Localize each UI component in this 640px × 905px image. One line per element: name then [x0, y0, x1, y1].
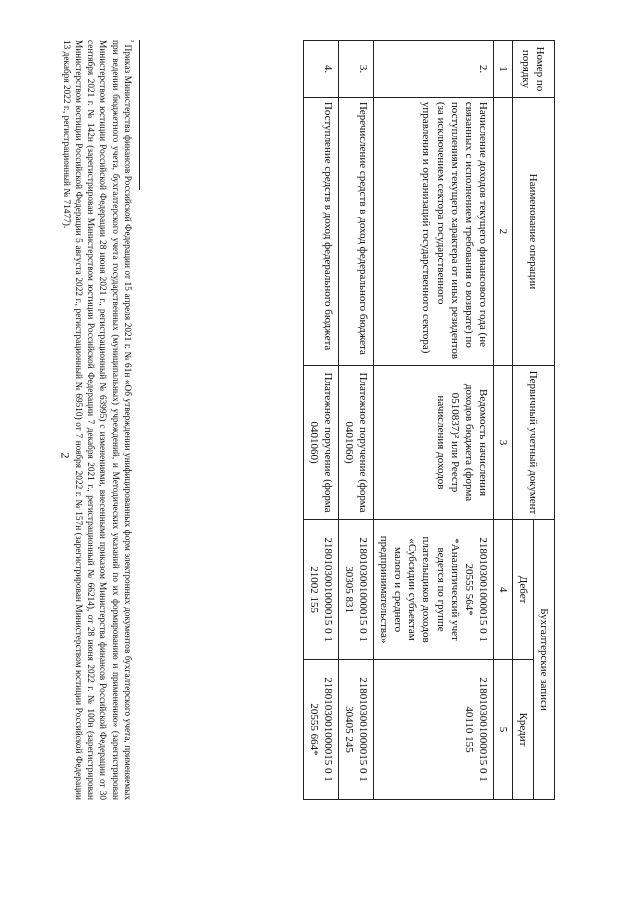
- header-credit: Кредит: [512, 660, 533, 800]
- row-debit: 2180103001000015 0 1 21002 155: [303, 520, 338, 660]
- column-index: 5: [493, 660, 512, 800]
- row-operation: Начисление доходов текущего финансового года (не связанных с исполнением требования о возврате) по поступлениям текущего характера от иных резидентов (за исключением сектора государственного управления и организаций государственного сектора): [374, 97, 494, 365]
- header-entries-group: Бухгалтерские записи: [533, 520, 554, 800]
- footnote-divider: [139, 40, 140, 190]
- accounting-entries-table: [303, 40, 555, 800]
- row-debit: 2180103001000015 0 1 20555 564* *Аналитический учет ведется по группе плательщиков доходов «Субсидии субъектам малого и среднего предпринимательства»: [374, 520, 494, 660]
- header-debit: Дебет: [512, 520, 533, 660]
- row-document: Ведомость начисления доходов бюджета (форма 0510837)² или Реестр начисления доходов: [374, 365, 494, 519]
- row-document: Платежное поручение (форма 0401060): [338, 365, 373, 519]
- footnote-text: Приказ Министерства финансов Российской Федерации от 15 апреля 2021 г. № 61н «Об утверждении унифицированных форм электронных документов бухгалтерского учета, применяемых при ведении бюджетного учета, бухгалтерского учета государственных (муниципальных) учреждений, и Методических указаний по их формированию и применению» (зарегистрирован Министерством юстиции Российской Федерации 28 июня 2021 г., регистрационный № 63995) с изменениями, внесенными приказом Министерства финансов Российской Федерации от 30 сентября 2021 г. № 142н (зарегистрирован Министерством юстиции Российской Федерации 7 декабря 2021 г., регистрационный № 66214), от 28 июня 2022 г. № 100н (зарегистрирован Министерством юстиции Российской Федерации 5 августа 2022 г., регистрационный № 69510) от 7 ноября 2022 г. № 157н (зарегистрирован Министерством юстиции Российской Федерации 13 декабря 2022 г., регистрационный № 71477).: [60, 40, 132, 801]
- column-index: 3: [493, 365, 512, 519]
- row-credit: 2180103001000015 0 1 20555 664*: [303, 660, 338, 800]
- row-credit: 2180103001000015 0 1 40110 155: [374, 660, 494, 800]
- row-number: 3.: [338, 41, 373, 98]
- row-document: Платежное поручение (форма 0401060): [303, 365, 338, 519]
- table-row: [374, 41, 494, 800]
- header-number: Номер по порядку: [512, 41, 554, 98]
- row-operation: Перечисление средств в доход федерального бюджета: [338, 97, 373, 365]
- table-row: [338, 41, 373, 800]
- row-credit: 2180103001000015 0 1 30405 245: [338, 660, 373, 800]
- row-debit: 2180103001000015 0 1 30305 831: [338, 520, 373, 660]
- column-index: 4: [493, 520, 512, 660]
- column-index-row: [493, 41, 512, 800]
- page-number: 2: [58, 452, 73, 459]
- row-number: 2.: [374, 41, 494, 98]
- row-operation: Поступление средств в доход федерального бюджета: [303, 97, 338, 365]
- column-index: 2: [493, 97, 512, 365]
- footnote-mark: ²: [127, 40, 135, 43]
- footnote: [59, 40, 135, 800]
- header-operation: Наименование операции: [512, 97, 554, 365]
- row-number: 4.: [303, 41, 338, 98]
- header-document: Первичный учетный документ: [512, 365, 554, 519]
- column-index: 1: [493, 41, 512, 98]
- table-row: [303, 41, 338, 800]
